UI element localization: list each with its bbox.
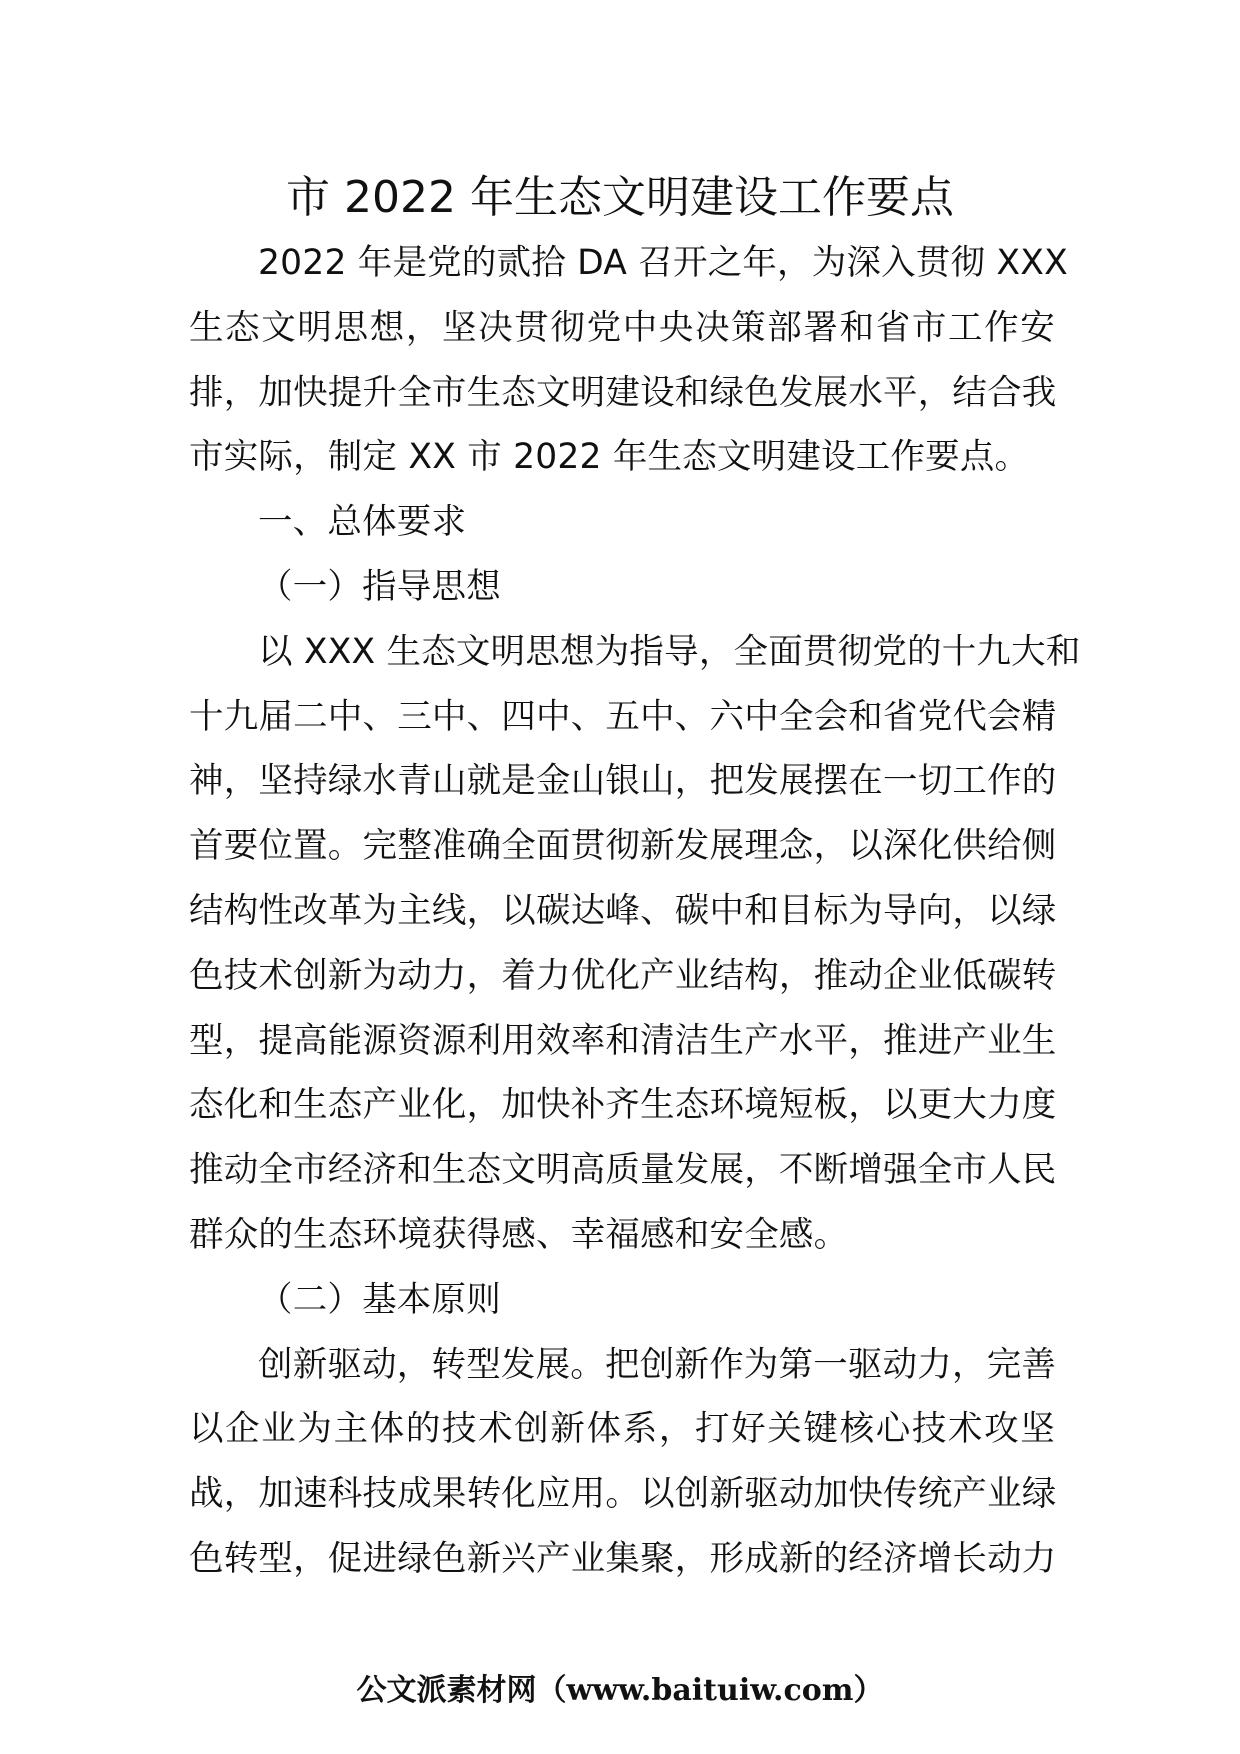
- paragraph-line: 结构性改革为主线，以碳达峰、碳中和目标为导向，以绿: [189, 890, 1057, 931]
- paragraph-line: 神，坚持绿水青山就是金山银山，把发展摆在一切工作的: [189, 761, 1057, 802]
- subsection-heading: （二）基本原则: [258, 1279, 501, 1320]
- paragraph-line: 创新驱动，转型发展。把创新作为第一驱动力，完善: [258, 1344, 1057, 1385]
- paragraph-line: 群众的生态环境获得感、幸福感和安全感。: [189, 1214, 849, 1255]
- paragraph-line: 以 XXX 生态文明思想为指导，全面贯彻党的十九大和: [258, 631, 1081, 672]
- document-body: [189, 231, 1081, 1592]
- basic-principles-paragraph: [189, 1333, 1055, 1592]
- footer-watermark: 公文派素材网（www.baituiw.com）: [356, 1673, 884, 1708]
- paragraph-line: 色转型，促进绿色新兴产业集聚，形成新的经济增长动力: [189, 1538, 1057, 1579]
- paragraph-line: 以企业为主体的技术创新体系，打好关键核心技术攻坚: [189, 1409, 1055, 1450]
- paragraph-line: 市实际，制定 XX 市 2022 年生态文明建设工作要点。: [189, 437, 1030, 478]
- paragraph-line: 推动全市经济和生态文明高质量发展，不断增强全市人民: [189, 1150, 1057, 1191]
- paragraph-line: 色技术创新为动力，着力优化产业结构，推动企业低碳转: [189, 955, 1057, 996]
- paragraph-line: 2022 年是党的贰拾 DA 召开之年，为深入贯彻 XXX: [258, 243, 1068, 283]
- paragraph-line: 型，提高能源资源利用效率和清洁生产水平，推进产业生: [189, 1020, 1057, 1061]
- paragraph-line: 排，加快提升全市生态文明建设和绿色发展水平，结合我: [189, 372, 1057, 413]
- paragraph-line: 首要位置。完整准确全面贯彻新发展理念，以深化供给侧: [189, 826, 1057, 867]
- document-title: 市 2022 年生态文明建设工作要点: [286, 172, 954, 223]
- intro-paragraph: [189, 231, 1068, 490]
- subsection-heading: （一）指导思想: [258, 566, 501, 607]
- paragraph-line: 生态文明思想，坚决贯彻党中央决策部署和省市工作安: [189, 307, 1055, 348]
- paragraph-line: 态化和生态产业化，加快补齐生态环境短板，以更大力度: [189, 1085, 1057, 1126]
- paragraph-line: 战，加速科技成果转化应用。以创新驱动加快传统产业绿: [189, 1474, 1057, 1515]
- paragraph-line: 十九届二中、三中、四中、五中、六中全会和省党代会精: [189, 696, 1057, 737]
- guiding-thought-paragraph: [189, 620, 1081, 1268]
- section-heading: 一、总体要求: [258, 502, 467, 543]
